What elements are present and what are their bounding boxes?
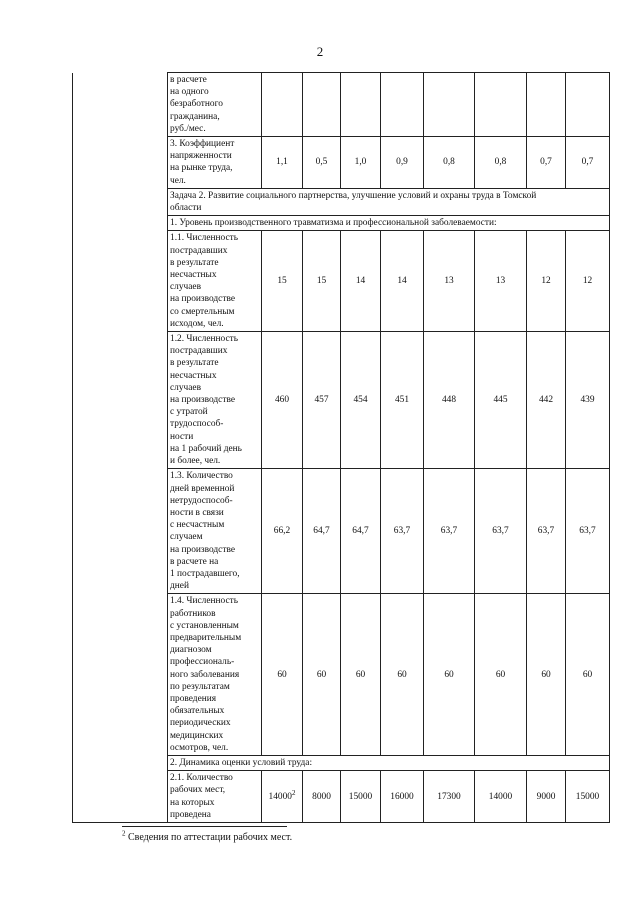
value-cell bbox=[566, 137, 610, 189]
value-cell bbox=[424, 73, 475, 137]
value-cell bbox=[475, 332, 527, 469]
value-text: 0,8 bbox=[494, 157, 507, 168]
value-text: 60 bbox=[582, 669, 593, 680]
value-text: 63,7 bbox=[440, 526, 458, 537]
footnote-divider bbox=[122, 826, 287, 827]
section-heading: Задача 2. Развитие социального партнерства, улучшение условий и охраны труда в Томской области bbox=[168, 188, 610, 215]
value-text: 15000 bbox=[575, 791, 600, 802]
blank-cell bbox=[73, 231, 168, 332]
value-text: 445 bbox=[493, 395, 508, 406]
table-row bbox=[73, 137, 610, 189]
value-cell bbox=[341, 594, 381, 756]
footnote-ref: 2 bbox=[291, 788, 296, 797]
value-text: 63,7 bbox=[579, 526, 596, 537]
value-cell bbox=[381, 469, 424, 594]
value-cell bbox=[424, 137, 475, 189]
section-row bbox=[73, 755, 610, 770]
table-row bbox=[73, 594, 610, 756]
value-cell bbox=[381, 332, 424, 469]
value-text: 16000 bbox=[390, 791, 414, 802]
table-row bbox=[73, 469, 610, 594]
value-cell bbox=[475, 594, 527, 756]
value-text: 9000 bbox=[536, 791, 556, 802]
value-text: 12 bbox=[541, 276, 551, 287]
value-text: 8000 bbox=[312, 791, 331, 802]
value-cell bbox=[475, 137, 527, 189]
value-cell bbox=[527, 73, 566, 137]
value-cell bbox=[475, 469, 527, 594]
value-cell bbox=[527, 231, 566, 332]
section-row bbox=[73, 216, 610, 231]
value-cell bbox=[566, 771, 610, 823]
value-cell bbox=[475, 231, 527, 332]
footnote bbox=[122, 829, 293, 843]
value-cell bbox=[527, 332, 566, 469]
value-cell bbox=[262, 594, 303, 756]
value-text: 0,8 bbox=[443, 157, 455, 168]
value-text: 63,7 bbox=[537, 526, 555, 537]
blank-cell bbox=[73, 594, 168, 756]
value-cell bbox=[527, 771, 566, 823]
value-cell bbox=[566, 469, 610, 594]
value-text: 60 bbox=[495, 669, 506, 680]
value-cell bbox=[566, 332, 610, 469]
value-text: 60 bbox=[444, 669, 454, 680]
page-number: 2 bbox=[316, 44, 324, 59]
value-text: 0,9 bbox=[396, 157, 408, 168]
value-cell bbox=[475, 73, 527, 137]
value-cell bbox=[424, 231, 475, 332]
value-cell bbox=[341, 332, 381, 469]
value-cell bbox=[381, 594, 424, 756]
value-cell bbox=[262, 73, 303, 137]
value-text: 17300 bbox=[437, 791, 461, 802]
value-cell bbox=[566, 594, 610, 756]
value-text: 66,2 bbox=[273, 526, 291, 537]
value-text: 1,0 bbox=[354, 157, 367, 168]
value-text: 60 bbox=[355, 669, 366, 680]
value-cell bbox=[303, 231, 341, 332]
table-row bbox=[73, 332, 610, 469]
indicator-label: 2.1. Количество рабочих мест, на которых проведена bbox=[168, 771, 262, 823]
table-row bbox=[73, 771, 610, 823]
value-text: 60 bbox=[541, 669, 551, 680]
blank-cell bbox=[73, 73, 168, 137]
indicator-label: в расчете на одного безработного гражданина, руб./мес. bbox=[168, 73, 262, 137]
value-text: 439 bbox=[580, 395, 595, 406]
value-cell bbox=[424, 594, 475, 756]
blank-cell bbox=[73, 755, 168, 770]
value-text: 442 bbox=[538, 395, 554, 406]
value-cell bbox=[381, 73, 424, 137]
blank-cell bbox=[73, 771, 168, 823]
value-text: 12 bbox=[582, 276, 593, 287]
indicator-label: 1.4. Численность работников с установленным предварительным диагнозом профессиональ- ного заболевания по результатам проведения обязательных периодических медицинских осмотров, чел. bbox=[168, 594, 262, 756]
table-row bbox=[73, 231, 610, 332]
value-text: 13 bbox=[444, 276, 454, 287]
indicator-label: 1.3. Количество дней временной нетрудоспособ- ности в связи с несчастным случаем на производстве в расчете на 1 пострадавшего, дней bbox=[168, 469, 262, 594]
section-heading: 2. Динамика оценки условий труда: bbox=[168, 755, 610, 770]
indicator-label: 3. Коэффициент напряженности на рынке труда, чел. bbox=[168, 137, 262, 189]
value-cell bbox=[262, 231, 303, 332]
value-cell bbox=[262, 771, 303, 823]
value-cell bbox=[424, 771, 475, 823]
value-cell bbox=[303, 469, 341, 594]
value-cell bbox=[381, 231, 424, 332]
value-text: 60 bbox=[397, 669, 407, 680]
value-cell bbox=[527, 137, 566, 189]
value-text: 0,5 bbox=[315, 157, 328, 168]
value-cell bbox=[527, 469, 566, 594]
value-cell bbox=[566, 231, 610, 332]
value-text: 14 bbox=[397, 276, 407, 287]
value-cell bbox=[303, 73, 341, 137]
value-text: 0,7 bbox=[540, 157, 552, 168]
value-text: 14000 bbox=[268, 791, 292, 802]
value-text: 0,7 bbox=[581, 157, 594, 168]
value-cell bbox=[424, 469, 475, 594]
footnote-mark: 2 bbox=[122, 829, 126, 838]
value-cell bbox=[341, 231, 381, 332]
value-text: 448 bbox=[441, 395, 457, 406]
indicator-label: 1.1. Численность пострадавших в результате несчастных случаев на производстве со смертельным исходом, чел. bbox=[168, 231, 262, 332]
value-cell bbox=[527, 594, 566, 756]
indicator-label: 1.2. Численность пострадавших в результате несчастных случаев на производстве с утратой трудоспособ- ности на 1 рабочий день и более, чел. bbox=[168, 332, 262, 469]
value-cell bbox=[262, 137, 303, 189]
value-text: 454 bbox=[353, 395, 368, 406]
value-cell bbox=[303, 332, 341, 469]
indicators-table bbox=[72, 72, 610, 823]
blank-cell bbox=[73, 216, 168, 231]
table-row bbox=[73, 73, 610, 137]
footnote-text: Сведения по аттестации рабочих мест. bbox=[128, 832, 293, 843]
value-text: 64,7 bbox=[352, 526, 369, 537]
value-cell bbox=[341, 469, 381, 594]
value-text: 457 bbox=[314, 395, 329, 406]
value-text: 60 bbox=[277, 669, 287, 680]
value-text: 451 bbox=[394, 395, 410, 406]
value-text: 63,7 bbox=[492, 526, 509, 537]
value-text: 15000 bbox=[348, 791, 373, 802]
value-text: 14 bbox=[355, 276, 366, 287]
value-text: 64,7 bbox=[313, 526, 330, 537]
value-text: 13 bbox=[495, 276, 506, 287]
value-cell bbox=[566, 73, 610, 137]
value-cell bbox=[381, 771, 424, 823]
value-cell bbox=[262, 332, 303, 469]
value-cell bbox=[303, 771, 341, 823]
value-cell bbox=[341, 771, 381, 823]
blank-cell bbox=[73, 188, 168, 215]
value-cell bbox=[424, 332, 475, 469]
value-cell bbox=[381, 137, 424, 189]
value-text: 14000 bbox=[488, 791, 513, 802]
value-cell bbox=[341, 73, 381, 137]
blank-cell bbox=[73, 469, 168, 594]
value-cell bbox=[303, 137, 341, 189]
section-row bbox=[73, 188, 610, 215]
value-cell bbox=[303, 594, 341, 756]
value-text: 63,7 bbox=[393, 526, 411, 537]
blank-cell bbox=[73, 332, 168, 469]
value-cell bbox=[341, 137, 381, 189]
value-text: 460 bbox=[274, 395, 290, 406]
blank-cell bbox=[73, 137, 168, 189]
value-text: 15 bbox=[316, 276, 327, 287]
value-text: 15 bbox=[277, 276, 287, 287]
section-heading: 1. Уровень производственного травматизма и профессиональной заболеваемости: bbox=[168, 216, 610, 231]
value-cell bbox=[475, 771, 527, 823]
value-text: 60 bbox=[316, 669, 327, 680]
value-cell bbox=[262, 469, 303, 594]
value-text: 1,1 bbox=[276, 157, 288, 168]
